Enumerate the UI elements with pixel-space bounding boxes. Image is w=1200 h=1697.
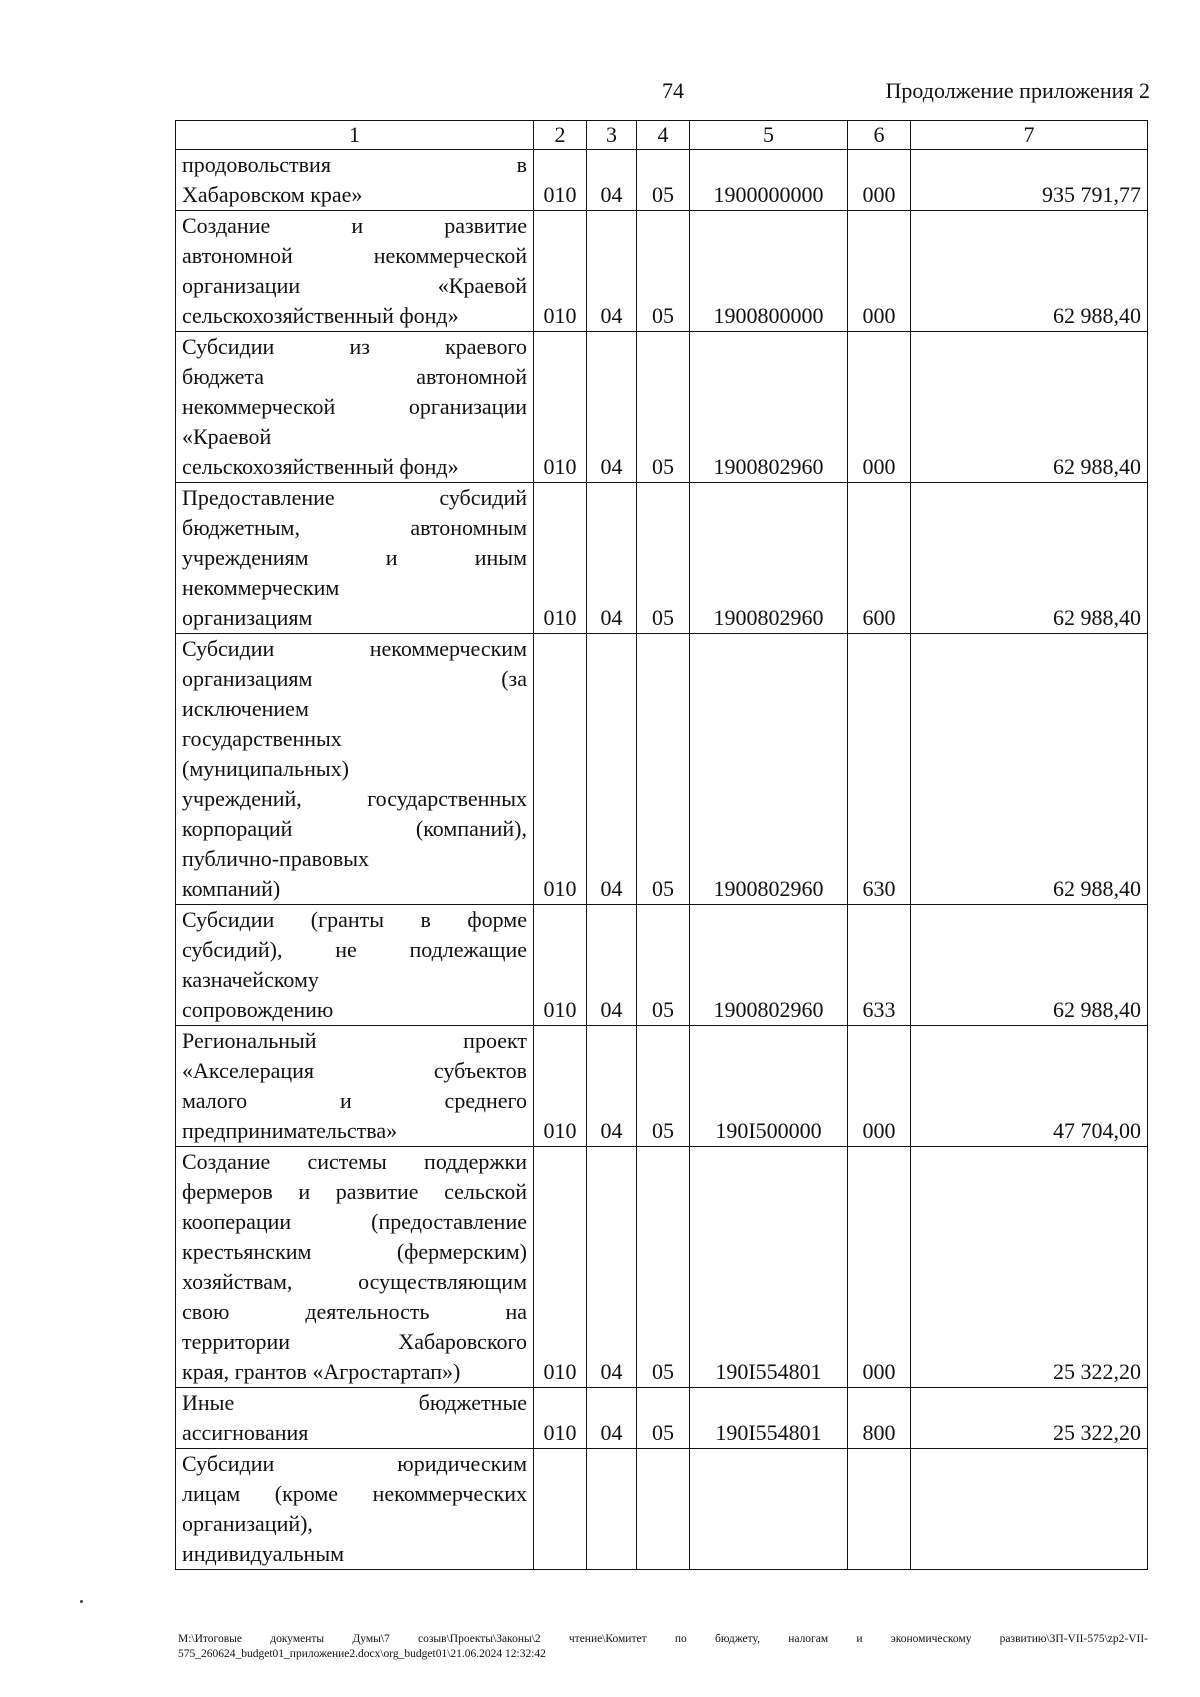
code-cell-c3: 04 bbox=[587, 483, 637, 634]
row-name-cell bbox=[176, 905, 534, 1026]
sum-cell: 62 988,40 bbox=[911, 483, 1148, 634]
row-name-line: компаний) bbox=[182, 876, 281, 901]
code-cell-c3: 04 bbox=[587, 1026, 637, 1147]
row-name-line: организациям bbox=[182, 605, 313, 630]
sum-cell bbox=[911, 1449, 1148, 1570]
code-cell-c2: 010 bbox=[534, 1147, 587, 1388]
row-name-cell bbox=[176, 1147, 534, 1388]
row-name-line: продовольствия в bbox=[182, 152, 527, 177]
code-cell-c6: 000 bbox=[848, 332, 911, 483]
column-header: 5 bbox=[690, 121, 848, 150]
row-name-line: (муниципальных) bbox=[182, 756, 349, 781]
column-header: 7 bbox=[911, 121, 1148, 150]
row-name-line: Предоставление субсидий bbox=[182, 485, 527, 510]
code-cell-c5: 1900802960 bbox=[690, 905, 848, 1026]
column-header: 3 bbox=[587, 121, 637, 150]
code-cell-c5: 1900800000 bbox=[690, 211, 848, 332]
code-cell-c5: 1900802960 bbox=[690, 483, 848, 634]
column-header: 2 bbox=[534, 121, 587, 150]
code-cell-c2: 010 bbox=[534, 905, 587, 1026]
row-name-line: малого и среднего bbox=[182, 1088, 527, 1113]
column-header: 6 bbox=[848, 121, 911, 150]
table-row bbox=[176, 1147, 1148, 1388]
continuation-label: Продолжение приложения 2 bbox=[885, 78, 1150, 103]
code-cell-c4: 05 bbox=[637, 1388, 690, 1449]
code-cell-c5: 1900802960 bbox=[690, 332, 848, 483]
row-name-line: сопровождению bbox=[182, 997, 334, 1022]
document-path-footer: М:\Итоговые документы Думы\7 созыв\Проекты\Законы\2 чтение\Комитет по бюджету, налогам и экономическому развитию\ЗП-VII-575\zp2-VII-575_260624_budget01_приложение2.docx\org_budget01\21.06.2024 12:32:42 bbox=[178, 1633, 1148, 1660]
code-cell-c2 bbox=[534, 1449, 587, 1570]
row-name-line: Субсидии (гранты в форме bbox=[182, 907, 527, 932]
row-name-line: края, грантов «Агростартап») bbox=[182, 1359, 461, 1384]
code-cell-c5: 190I554801 bbox=[690, 1388, 848, 1449]
table-row bbox=[176, 483, 1148, 634]
row-name-line: публично-правовых bbox=[182, 846, 369, 871]
code-cell-c3: 04 bbox=[587, 332, 637, 483]
row-name-cell bbox=[176, 483, 534, 634]
code-cell-c6: 630 bbox=[848, 634, 911, 905]
row-name-line: корпораций (компаний), bbox=[182, 816, 527, 841]
row-name-line: организациям (за bbox=[182, 666, 527, 691]
column-header: 1 bbox=[176, 121, 534, 150]
code-cell-c6: 633 bbox=[848, 905, 911, 1026]
row-name-line: лицам (кроме некоммерческих bbox=[182, 1481, 527, 1506]
code-cell-c4: 05 bbox=[637, 905, 690, 1026]
code-cell-c6: 000 bbox=[848, 150, 911, 211]
code-cell-c4: 05 bbox=[637, 150, 690, 211]
row-name-line: хозяйствам, осуществляющим bbox=[182, 1269, 527, 1294]
row-name-line: Региональный проект bbox=[182, 1028, 527, 1053]
code-cell-c4 bbox=[637, 1449, 690, 1570]
row-name-line: Хабаровском крае» bbox=[182, 182, 363, 207]
code-cell-c5: 190I500000 bbox=[690, 1026, 848, 1147]
column-header: 4 bbox=[637, 121, 690, 150]
row-name-cell bbox=[176, 211, 534, 332]
row-name-line: крестьянским (фермерским) bbox=[182, 1239, 527, 1264]
code-cell-c2: 010 bbox=[534, 1388, 587, 1449]
sum-cell: 62 988,40 bbox=[911, 905, 1148, 1026]
row-name-line: Субсидии юридическим bbox=[182, 1451, 527, 1476]
code-cell-c3: 04 bbox=[587, 634, 637, 905]
code-cell-c2: 010 bbox=[534, 332, 587, 483]
row-name-line: субсидий), не подлежащие bbox=[182, 937, 527, 962]
code-cell-c4: 05 bbox=[637, 1026, 690, 1147]
code-cell-c4: 05 bbox=[637, 1147, 690, 1388]
table-row bbox=[176, 634, 1148, 905]
code-cell-c3: 04 bbox=[587, 1147, 637, 1388]
row-name-line: некоммерческим bbox=[182, 575, 340, 600]
row-name-line: «Краевой bbox=[182, 424, 272, 449]
code-cell-c2: 010 bbox=[534, 150, 587, 211]
code-cell-c3: 04 bbox=[587, 211, 637, 332]
row-name-line: некоммерческой организации bbox=[182, 394, 527, 419]
code-cell-c3: 04 bbox=[587, 905, 637, 1026]
code-cell-c6 bbox=[848, 1449, 911, 1570]
row-name-line: бюджета автономной bbox=[182, 364, 527, 389]
budget-table bbox=[175, 120, 1148, 1570]
code-cell-c4: 05 bbox=[637, 483, 690, 634]
sum-cell: 62 988,40 bbox=[911, 211, 1148, 332]
code-cell-c4: 05 bbox=[637, 211, 690, 332]
sum-cell: 25 322,20 bbox=[911, 1147, 1148, 1388]
code-cell-c2: 010 bbox=[534, 634, 587, 905]
row-name-line: территории Хабаровского bbox=[182, 1329, 527, 1354]
row-name-line: учреждениям и иным bbox=[182, 545, 527, 570]
code-cell-c4: 05 bbox=[637, 634, 690, 905]
row-name-line: бюджетным, автономным bbox=[182, 515, 527, 540]
code-cell-c2: 010 bbox=[534, 483, 587, 634]
row-name-cell bbox=[176, 1388, 534, 1449]
sum-cell: 62 988,40 bbox=[911, 332, 1148, 483]
page-number: 74 bbox=[662, 78, 684, 103]
row-name-line: Иные бюджетные bbox=[182, 1390, 527, 1415]
scan-speck bbox=[80, 1600, 83, 1603]
row-name-line: индивидуальным bbox=[182, 1541, 345, 1566]
code-cell-c5: 1900000000 bbox=[690, 150, 848, 211]
row-name-line: предпринимательства» bbox=[182, 1118, 398, 1143]
row-name-line: Создание и развитие bbox=[182, 213, 527, 238]
row-name-line: «Акселерация субъектов bbox=[182, 1058, 527, 1083]
row-name-line: казначейскому bbox=[182, 967, 319, 992]
code-cell-c3: 04 bbox=[587, 1388, 637, 1449]
code-cell-c3 bbox=[587, 1449, 637, 1570]
table-row bbox=[176, 1026, 1148, 1147]
code-cell-c6: 800 bbox=[848, 1388, 911, 1449]
code-cell-c6: 000 bbox=[848, 1026, 911, 1147]
table-row bbox=[176, 905, 1148, 1026]
row-name-line: кооперации (предоставление bbox=[182, 1209, 527, 1234]
table-row bbox=[176, 332, 1148, 483]
row-name-line: Создание системы поддержки bbox=[182, 1149, 527, 1174]
code-cell-c6: 000 bbox=[848, 1147, 911, 1388]
table-header-row bbox=[176, 121, 1148, 150]
code-cell-c4: 05 bbox=[637, 332, 690, 483]
row-name-cell bbox=[176, 1449, 534, 1570]
row-name-line: Субсидии некоммерческим bbox=[182, 636, 527, 661]
sum-cell: 25 322,20 bbox=[911, 1388, 1148, 1449]
code-cell-c2: 010 bbox=[534, 1026, 587, 1147]
row-name-cell bbox=[176, 634, 534, 905]
code-cell-c5: 1900802960 bbox=[690, 634, 848, 905]
row-name-line: учреждений, государственных bbox=[182, 786, 527, 811]
row-name-line: организации «Краевой bbox=[182, 273, 527, 298]
table-row bbox=[176, 1449, 1148, 1570]
code-cell-c5: 190I554801 bbox=[690, 1147, 848, 1388]
row-name-cell bbox=[176, 332, 534, 483]
table-row bbox=[176, 1388, 1148, 1449]
table-row bbox=[176, 150, 1148, 211]
row-name-line: Субсидии из краевого bbox=[182, 334, 527, 359]
sum-cell: 47 704,00 bbox=[911, 1026, 1148, 1147]
code-cell-c6: 600 bbox=[848, 483, 911, 634]
sum-cell: 62 988,40 bbox=[911, 634, 1148, 905]
row-name-line: свою деятельность на bbox=[182, 1299, 527, 1324]
table-row bbox=[176, 211, 1148, 332]
row-name-line: сельскохозяйственный фонд» bbox=[182, 454, 459, 479]
row-name-cell bbox=[176, 150, 534, 211]
row-name-line: фермеров и развитие сельской bbox=[182, 1179, 527, 1204]
row-name-line: сельскохозяйственный фонд» bbox=[182, 303, 459, 328]
row-name-line: организаций), bbox=[182, 1511, 313, 1536]
sum-cell: 935 791,77 bbox=[911, 150, 1148, 211]
row-name-line: автономной некоммерческой bbox=[182, 243, 527, 268]
row-name-line: исключением bbox=[182, 696, 309, 721]
row-name-line: государственных bbox=[182, 726, 342, 751]
code-cell-c3: 04 bbox=[587, 150, 637, 211]
row-name-line: ассигнования bbox=[182, 1420, 309, 1445]
code-cell-c2: 010 bbox=[534, 211, 587, 332]
code-cell-c5 bbox=[690, 1449, 848, 1570]
code-cell-c6: 000 bbox=[848, 211, 911, 332]
row-name-cell bbox=[176, 1026, 534, 1147]
